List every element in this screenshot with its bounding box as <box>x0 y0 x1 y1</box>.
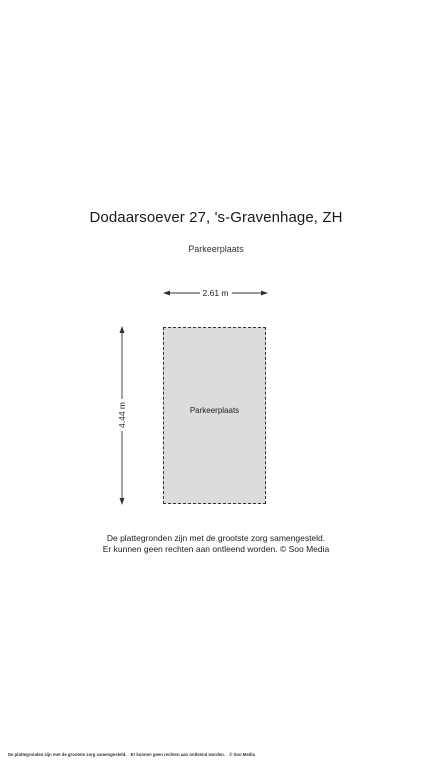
depth-dimension <box>114 326 130 505</box>
footer-part-3: © Soo Media <box>229 752 255 757</box>
width-dimension <box>163 286 268 300</box>
footer-note <box>8 752 258 757</box>
footer-part-1: De plattegronden zijn met de grootste zorg samengesteld. <box>8 752 127 757</box>
plan-address-title: Dodaarsoever 27, 's-Gravenhage, ZH <box>89 209 343 226</box>
disclaimer-line-1: De plattegronden zijn met de grootste zorg samengesteld. <box>106 533 326 543</box>
width-dimension-label: 2.61 m <box>200 288 232 298</box>
footer-part-2: Er kunnen geen rechten aan ontleend worden. <box>130 752 225 757</box>
floor-label: Parkeerplaats <box>188 244 244 254</box>
disclaimer <box>0 533 432 554</box>
depth-dimension-label: 4.44 m <box>117 399 127 431</box>
parking-space-room <box>163 327 266 504</box>
room-label: Parkeerplaats <box>189 406 240 415</box>
disclaimer-line-2: Er kunnen geen rechten aan ontleend worden. © Soo Media <box>102 543 330 554</box>
